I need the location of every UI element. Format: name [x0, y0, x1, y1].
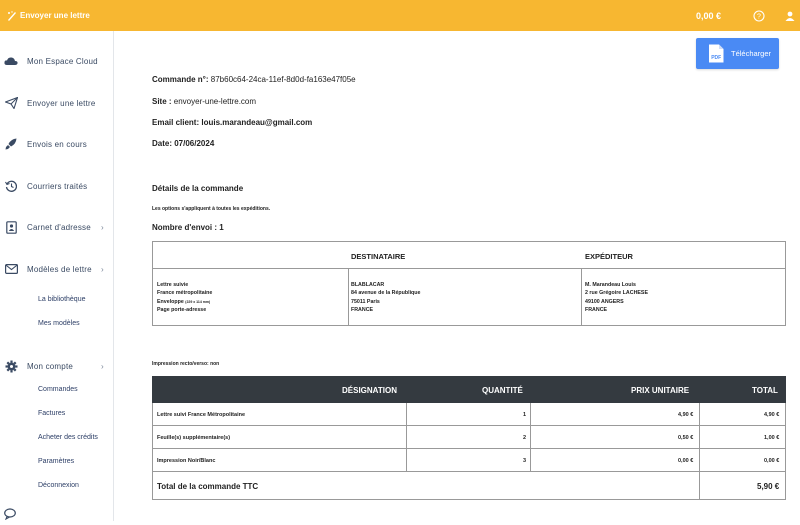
- destinataire-address: BLABLACAR 84 avenue de la République 75011 Paris FRANCE: [351, 282, 421, 313]
- destinataire-header: DESTINATAIRE: [351, 252, 406, 261]
- sidebar-item-label: Carnet d'adresse: [27, 222, 91, 232]
- table-row: Lettre suivi France Métropolitaine 1 4,90 € 4,90 €: [152, 403, 786, 426]
- pdf-file-icon: [708, 44, 724, 63]
- expediteur-address: M. Marandeau Louis 2 rue Grégoire LACHESE 49100 ANGERS FRANCE: [585, 282, 648, 313]
- svg-text:PDF: PDF: [711, 55, 722, 61]
- order-detail-panel: [115, 31, 800, 521]
- shipping-options: Lettre suivie France métropolitaine Enveloppe (229 x 114 mm) Page porte-adresse: [157, 282, 213, 313]
- sidebar-item-label: Envoyer une lettre: [27, 98, 96, 108]
- expediteur-header: EXPÉDITEUR: [585, 252, 633, 261]
- top-bar: [0, 0, 800, 31]
- sidebar-item-label: Mon Espace Cloud: [27, 56, 98, 66]
- credit-balance: 0,00 €: [695, 10, 721, 21]
- help-circle-icon[interactable]: [751, 8, 767, 24]
- shipment-count: Nombre d'envoi : 1: [152, 223, 224, 232]
- sidebar-subitem-mes-modeles[interactable]: Mes modèles: [38, 320, 80, 327]
- table-row: Impression Noir/Blanc 3 0,00 € 0,00 €: [152, 449, 786, 472]
- sidebar-item-modeles[interactable]: [0, 256, 114, 282]
- address-table-header: [153, 242, 785, 269]
- details-title: Détails de la commande: [152, 184, 244, 193]
- chevron-right-icon: ›: [101, 264, 104, 274]
- col-prix: PRIX UNITAIRE: [631, 386, 690, 395]
- table-row: Feuille(s) supplémentaire(s) 2 0,50 € 1,00 €: [152, 426, 786, 449]
- cloud-icon: [4, 54, 18, 68]
- sidebar-subitem-parametres[interactable]: Paramètres: [38, 458, 75, 465]
- chevron-right-icon: ›: [101, 222, 104, 232]
- sidebar-item-envois[interactable]: [0, 131, 114, 157]
- sidebar-item-cloud[interactable]: [0, 48, 114, 74]
- sidebar-item-carnet[interactable]: [0, 214, 114, 240]
- rocket-icon: [4, 137, 18, 151]
- order-email: Email client: louis.marandeau@gmail.com: [152, 118, 313, 127]
- order-site: Site : envoyer-une-lettre.com: [152, 97, 257, 106]
- sidebar-subitem-deconnexion[interactable]: Déconnexion: [38, 482, 79, 489]
- sidebar-subitem-commandes[interactable]: Commandes: [38, 386, 78, 393]
- envelope-icon: [4, 262, 18, 276]
- address-book-icon: [4, 220, 18, 234]
- options-note: Les options s'appliquent à toutes les expéditions.: [152, 206, 271, 212]
- chevron-right-icon: ›: [101, 361, 104, 371]
- recto-verso-info: Impression recto/verso: non: [152, 361, 220, 367]
- sidebar: [0, 31, 114, 521]
- address-table: [152, 241, 786, 326]
- total-label: Total de la commande TTC: [157, 482, 259, 491]
- items-table-header: [152, 376, 786, 403]
- col-designation: DÉSIGNATION: [342, 386, 397, 395]
- sidebar-item-label: Mon compte: [27, 361, 74, 371]
- sidebar-subitem-acheter-credits[interactable]: Acheter des crédits: [38, 434, 98, 441]
- gear-icon: [4, 359, 18, 373]
- download-pdf-button[interactable]: [696, 38, 779, 69]
- sidebar-item-label: Envois en cours: [27, 139, 87, 149]
- sidebar-item-label: Courriers traités: [27, 181, 88, 191]
- brand-name: Envoyer une lettre: [20, 11, 90, 20]
- brand-logo[interactable]: [0, 10, 90, 22]
- sidebar-item-label: Modèles de lettre: [27, 264, 92, 274]
- col-quantite: QUANTITÉ: [482, 386, 523, 395]
- history-icon: [4, 179, 18, 193]
- order-total-row: [152, 472, 786, 500]
- sidebar-item-compte[interactable]: [0, 353, 114, 379]
- chat-icon[interactable]: [4, 507, 18, 525]
- sidebar-subitem-bibliotheque[interactable]: La bibliothèque: [38, 296, 86, 303]
- total-value: 5,90 €: [757, 482, 780, 491]
- paper-plane-icon: [4, 96, 18, 110]
- sidebar-subitem-factures[interactable]: Factures: [38, 410, 66, 417]
- sidebar-item-envoyer[interactable]: [0, 90, 114, 116]
- user-icon[interactable]: [782, 8, 798, 24]
- order-date: Date: 07/06/2024: [152, 139, 215, 148]
- quill-icon: [6, 10, 18, 22]
- svg-text:?: ?: [757, 13, 761, 20]
- col-total: TOTAL: [752, 386, 778, 395]
- sidebar-item-courriers[interactable]: [0, 173, 114, 199]
- order-number: Commande n°: 87b60c64-24ca-11ef-8d0d-fa163e47f05e: [152, 75, 356, 84]
- download-label: Télécharger: [731, 49, 772, 58]
